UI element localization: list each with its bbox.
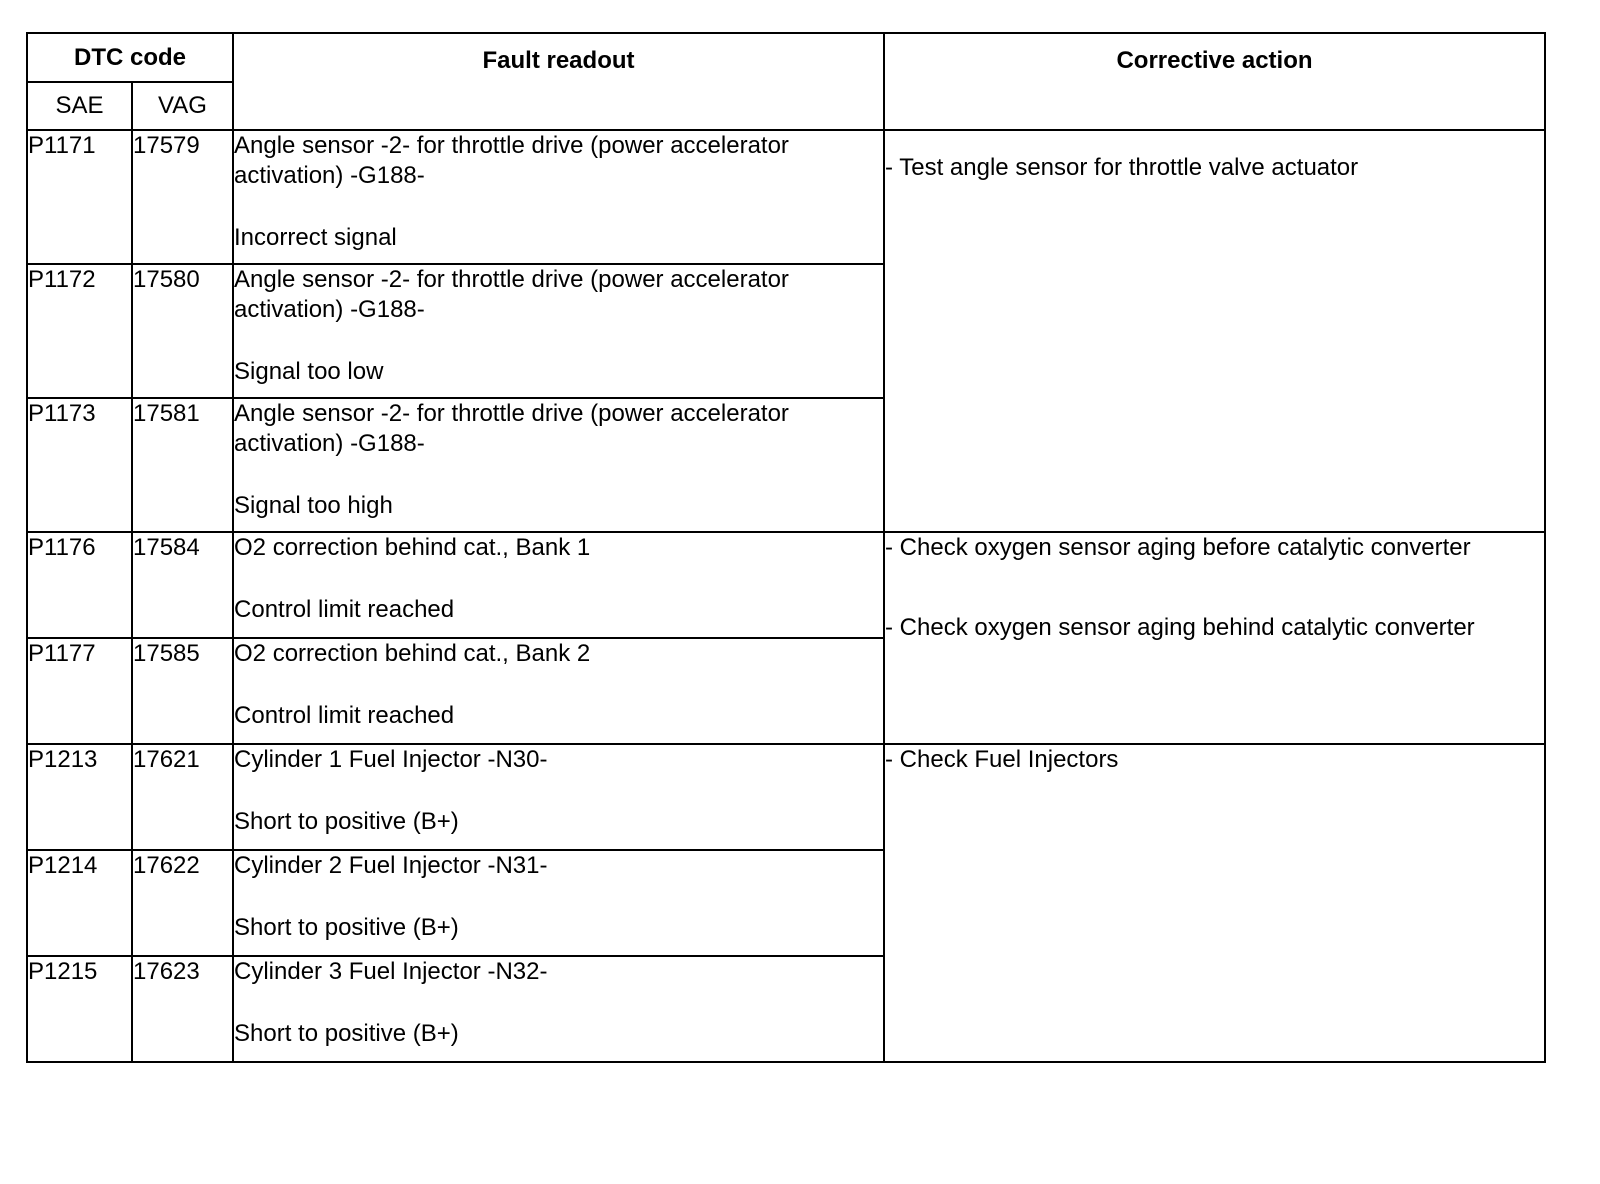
sae-code: P1171 [27, 130, 132, 264]
vag-code: 17584 [132, 532, 233, 638]
vag-code: 17622 [132, 850, 233, 956]
sae-code: P1173 [27, 398, 132, 532]
fault-title: O2 correction behind cat., Bank 1 [234, 534, 591, 561]
header-fault-readout: Fault readout [233, 33, 884, 130]
fault-status: Short to positive (B+) [234, 808, 459, 835]
sae-code: P1214 [27, 850, 132, 956]
corrective-action-throttle [884, 130, 1545, 532]
action-line: - Check oxygen sensor aging behind catalytic converter [885, 614, 1475, 641]
table-row [27, 130, 1545, 264]
fault-status: Short to positive (B+) [234, 1020, 459, 1047]
fault-status: Signal too low [234, 358, 384, 385]
fault-readout [233, 850, 884, 956]
fault-readout [233, 398, 884, 532]
sae-code: P1213 [27, 744, 132, 850]
sae-code: P1177 [27, 638, 132, 744]
sae-code: P1215 [27, 956, 132, 1062]
header-dtc-code: DTC code [27, 33, 233, 82]
header-vag: VAG [132, 82, 233, 130]
corrective-action-injectors [884, 744, 1545, 1062]
fault-status: Control limit reached [234, 596, 455, 623]
header-row [27, 33, 1545, 82]
fault-title: O2 correction behind cat., Bank 2 [234, 640, 591, 667]
fault-status: Control limit reached [234, 702, 455, 729]
sae-code: P1176 [27, 532, 132, 638]
fault-readout [233, 264, 884, 398]
header-corrective-action: Corrective action [884, 33, 1545, 130]
corrective-action-oxygen [884, 532, 1545, 744]
header-sae: SAE [27, 82, 132, 130]
fault-readout [233, 744, 884, 850]
vag-code: 17621 [132, 744, 233, 850]
fault-status: Short to positive (B+) [234, 914, 459, 941]
sae-code: P1172 [27, 264, 132, 398]
fault-status: Incorrect signal [234, 224, 397, 251]
fault-title: Cylinder 3 Fuel Injector -N32- [234, 958, 548, 985]
vag-code: 17579 [132, 130, 233, 264]
table-row [27, 744, 1545, 850]
fault-title: Angle sensor -2- for throttle drive (power accelerator activation) -G188- [234, 132, 789, 189]
fault-title: Cylinder 1 Fuel Injector -N30- [234, 746, 548, 773]
fault-readout [233, 638, 884, 744]
fault-status: Signal too high [234, 492, 393, 519]
action-line: - Check oxygen sensor aging before catalytic converter [885, 534, 1471, 561]
fault-readout [233, 532, 884, 638]
vag-code: 17581 [132, 398, 233, 532]
fault-title: Angle sensor -2- for throttle drive (power accelerator activation) -G188- [234, 400, 789, 457]
action-line: - Check Fuel Injectors [885, 746, 1119, 773]
fault-readout [233, 956, 884, 1062]
vag-code: 17580 [132, 264, 233, 398]
fault-title: Angle sensor -2- for throttle drive (power accelerator activation) -G188- [234, 266, 789, 323]
dtc-table [26, 32, 1546, 1063]
vag-code: 17623 [132, 956, 233, 1062]
table-row [27, 532, 1545, 638]
action-line: - Test angle sensor for throttle valve actuator [885, 154, 1359, 181]
vag-code: 17585 [132, 638, 233, 744]
fault-readout [233, 130, 884, 264]
fault-title: Cylinder 2 Fuel Injector -N31- [234, 852, 548, 879]
